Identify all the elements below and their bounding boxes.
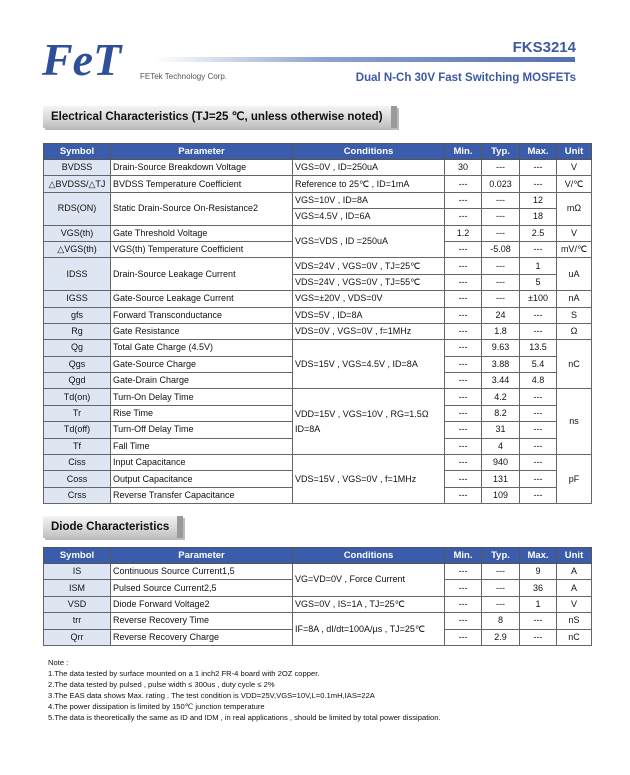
diode-section-title: Diode Characteristics [43,516,183,538]
table-row [44,192,592,208]
typ-cell: --- [482,192,520,208]
symbol-cell: BVDSS [44,160,111,176]
typ-cell: --- [482,225,520,241]
typ-cell: 109 [482,487,520,503]
min-cell: --- [445,323,482,339]
unit-cell: ns [557,389,592,455]
symbol-cell: Td(off) [44,422,111,438]
unit-cell: pF [557,455,592,504]
symbol-cell: Crss [44,487,111,503]
unit-cell: nA [557,291,592,307]
header-cell: Parameter [111,548,293,564]
parameter-cell: Total Gate Charge (4.5V) [111,340,293,356]
min-cell: --- [445,629,482,645]
note-line: 5.The data is theoretically the same as ID and IDM , in real applications , should be limited by total power dissipation. [48,713,441,722]
conditions-cell: VDS=24V , VGS=0V , TJ=55℃ [293,274,445,290]
electrical-section-title: Electrical Characteristics (TJ=25 ℃, unless otherwise noted) [43,106,397,128]
unit-cell: nC [557,340,592,389]
min-cell: --- [445,274,482,290]
conditions-cell: VGS=±20V , VDS=0V [293,291,445,307]
table-row [44,340,592,356]
parameter-cell: Reverse Transfer Capacitance [111,487,293,503]
conditions-cell: VDS=24V , VGS=0V , TJ=25℃ [293,258,445,274]
header-cell: Unit [557,548,592,564]
max-cell: --- [520,422,557,438]
note-line: 1.The data tested by surface mounted on a 1 inch2 FR-4 board with 2OZ copper. [48,669,320,678]
min-cell: --- [445,291,482,307]
symbol-cell: VGS(th) [44,225,111,241]
conditions-cell: VGS=VDS , ID =250uA [293,225,445,258]
conditions-cell: VDS=0V , VGS=0V , f=1MHz [293,323,445,339]
header-cell: Conditions [293,144,445,160]
min-cell: --- [445,471,482,487]
symbol-cell: ISM [44,580,111,596]
parameter-cell: BVDSS Temperature Coefficient [111,176,293,192]
unit-cell: A [557,564,592,580]
parameter-cell: Pulsed Source Current2,5 [111,580,293,596]
symbol-cell: IGSS [44,291,111,307]
unit-cell: mV/℃ [557,241,592,257]
min-cell: 30 [445,160,482,176]
min-cell: --- [445,192,482,208]
header-rule [155,57,575,62]
header-cell: Conditions [293,548,445,564]
symbol-cell: RDS(ON) [44,192,111,225]
note-line: 4.The power dissipation is limited by 150℃ junction temperature [48,702,265,711]
symbol-cell: △VGS(th) [44,241,111,257]
unit-cell: mΩ [557,192,592,225]
typ-cell: --- [482,160,520,176]
min-cell: --- [445,241,482,257]
conditions-cell: IF=8A , dI/dt=100A/µs , TJ=25℃ [293,613,445,646]
parameter-cell: Drain-Source Breakdown Voltage [111,160,293,176]
conditions-cell: VGS=0V , ID=250uA [293,160,445,176]
unit-cell: A [557,580,592,596]
max-cell: 12 [520,192,557,208]
notes [48,657,441,723]
document-subtitle: Dual N-Ch 30V Fast Switching MOSFETs [355,72,576,84]
max-cell: 1 [520,258,557,274]
typ-cell: 4.2 [482,389,520,405]
conditions-cell: VDS=15V , VGS=4.5V , ID=8A [293,340,445,389]
parameter-cell: Gate-Source Leakage Current [111,291,293,307]
table-header-row [44,144,592,160]
min-cell: --- [445,307,482,323]
max-cell: --- [520,613,557,629]
symbol-cell: Tf [44,438,111,454]
symbol-cell: Ciss [44,455,111,471]
min-cell: --- [445,455,482,471]
typ-cell: 3.88 [482,356,520,372]
min-cell: --- [445,564,482,580]
min-cell: --- [445,405,482,421]
max-cell: 9 [520,564,557,580]
typ-cell: --- [482,564,520,580]
min-cell: --- [445,340,482,356]
max-cell: 4.8 [520,373,557,389]
typ-cell: 3.44 [482,373,520,389]
typ-cell: 4 [482,438,520,454]
symbol-cell: Qgs [44,356,111,372]
company-name: FETek Technology Corp. [140,72,228,81]
typ-cell: --- [482,258,520,274]
symbol-cell: Td(on) [44,389,111,405]
parameter-cell: VGS(th) Temperature Coefficient [111,241,293,257]
max-cell: 2.5 [520,225,557,241]
max-cell: --- [520,160,557,176]
parameter-cell: Turn-On Delay Time [111,389,293,405]
symbol-cell: trr [44,613,111,629]
note-line: Note : [48,658,69,667]
conditions-cell: Reference to 25℃ , ID=1mA [293,176,445,192]
typ-cell: 8 [482,613,520,629]
max-cell: --- [520,471,557,487]
parameter-cell: Reverse Recovery Time [111,613,293,629]
unit-cell: S [557,307,592,323]
conditions-cell: VG=VD=0V , Force Current [293,564,445,597]
conditions-cell: VGS=10V , ID=8A [293,192,445,208]
table-row [44,258,592,274]
symbol-cell: Qrr [44,629,111,645]
parameter-cell: Gate-Source Charge [111,356,293,372]
symbol-cell: VSD [44,596,111,612]
symbol-cell: IS [44,564,111,580]
typ-cell: 0.023 [482,176,520,192]
symbol-cell: IDSS [44,258,111,291]
table-row [44,389,592,405]
symbol-cell: Rg [44,323,111,339]
min-cell: --- [445,356,482,372]
parameter-cell: Continuous Source Current1,5 [111,564,293,580]
parameter-cell: Gate Threshold Voltage [111,225,293,241]
max-cell: 18 [520,209,557,225]
min-cell: --- [445,209,482,225]
typ-cell: --- [482,291,520,307]
unit-cell: V [557,160,592,176]
max-cell: --- [520,487,557,503]
max-cell: 13.5 [520,340,557,356]
conditions-cell: VDS=5V , ID=8A [293,307,445,323]
parameter-cell: Gate Resistance [111,323,293,339]
unit-cell: nS [557,613,592,629]
max-cell: --- [520,176,557,192]
min-cell: --- [445,580,482,596]
max-cell: 36 [520,580,557,596]
typ-cell: 131 [482,471,520,487]
min-cell: --- [445,176,482,192]
symbol-cell: Qg [44,340,111,356]
table-row [44,225,592,241]
header-cell: Typ. [482,144,520,160]
header-cell: Typ. [482,548,520,564]
header-cell: Symbol [44,548,111,564]
header-cell: Parameter [111,144,293,160]
typ-cell: 9.63 [482,340,520,356]
typ-cell: --- [482,580,520,596]
unit-cell: uA [557,258,592,291]
max-cell: 5 [520,274,557,290]
logo-text: FeT [42,34,122,85]
unit-cell: V [557,225,592,241]
electrical-table [43,143,592,504]
min-cell: --- [445,613,482,629]
max-cell: --- [520,438,557,454]
typ-cell: 940 [482,455,520,471]
min-cell: 1.2 [445,225,482,241]
min-cell: --- [445,438,482,454]
unit-cell: Ω [557,323,592,339]
min-cell: --- [445,422,482,438]
unit-cell: nC [557,629,592,645]
symbol-cell: Qgd [44,373,111,389]
symbol-cell: gfs [44,307,111,323]
part-number: FKS3214 [512,39,576,56]
parameter-cell: Fall Time [111,438,293,454]
header-cell: Unit [557,144,592,160]
parameter-cell: Input Capacitance [111,455,293,471]
header-cell: Max. [520,548,557,564]
parameter-cell: Static Drain-Source On-Resistance2 [111,192,293,225]
symbol-cell: Coss [44,471,111,487]
note-line: 2.The data tested by pulsed , pulse width ≤ 300us , duty cycle ≤ 2% [48,680,275,689]
table-row [44,564,592,580]
table-row [44,323,592,339]
header-cell: Min. [445,548,482,564]
typ-cell: 24 [482,307,520,323]
conditions-cell: VGS=4.5V , ID=6A [293,209,445,225]
parameter-cell: Gate-Drain Charge [111,373,293,389]
parameter-cell: Forward Transconductance [111,307,293,323]
parameter-cell: Diode Forward Voltage2 [111,596,293,612]
max-cell: --- [520,629,557,645]
max-cell: --- [520,389,557,405]
note-line: 3.The EAS data shows Max. rating . The test condition is VDD=25V,VGS=10V,L=0.1mH,IAS=22A [48,691,375,700]
max-cell: --- [520,323,557,339]
table-row [44,613,592,629]
typ-cell: --- [482,209,520,225]
max-cell: --- [520,241,557,257]
parameter-cell: Rise Time [111,405,293,421]
max-cell: ±100 [520,291,557,307]
conditions-cell: VGS=0V , IS=1A , TJ=25℃ [293,596,445,612]
min-cell: --- [445,596,482,612]
max-cell: --- [520,455,557,471]
table-row [44,307,592,323]
header-cell: Min. [445,144,482,160]
typ-cell: --- [482,596,520,612]
typ-cell: 1.8 [482,323,520,339]
min-cell: --- [445,258,482,274]
symbol-cell: △BVDSS/△TJ [44,176,111,192]
parameter-cell: Output Capacitance [111,471,293,487]
unit-cell: V [557,596,592,612]
conditions-cell: VDD=15V , VGS=10V , RG=1.5Ω ID=8A [293,389,445,455]
max-cell: 1 [520,596,557,612]
parameter-cell: Drain-Source Leakage Current [111,258,293,291]
parameter-cell: Turn-Off Delay Time [111,422,293,438]
header-cell: Symbol [44,144,111,160]
table-row [44,291,592,307]
unit-cell: V/℃ [557,176,592,192]
max-cell: --- [520,307,557,323]
typ-cell: 8.2 [482,405,520,421]
parameter-cell: Reverse Recovery Charge [111,629,293,645]
typ-cell: 31 [482,422,520,438]
max-cell: 5.4 [520,356,557,372]
symbol-cell: Tr [44,405,111,421]
table-row [44,176,592,192]
header-cell: Max. [520,144,557,160]
min-cell: --- [445,389,482,405]
diode-table [43,547,592,646]
min-cell: --- [445,373,482,389]
fetek-logo [40,33,140,88]
max-cell: --- [520,405,557,421]
typ-cell: 2.9 [482,629,520,645]
typ-cell: -5.08 [482,241,520,257]
min-cell: --- [445,487,482,503]
table-header-row [44,548,592,564]
table-row [44,596,592,612]
typ-cell: --- [482,274,520,290]
table-row [44,160,592,176]
conditions-cell: VDS=15V , VGS=0V , f=1MHz [293,455,445,504]
table-row [44,455,592,471]
